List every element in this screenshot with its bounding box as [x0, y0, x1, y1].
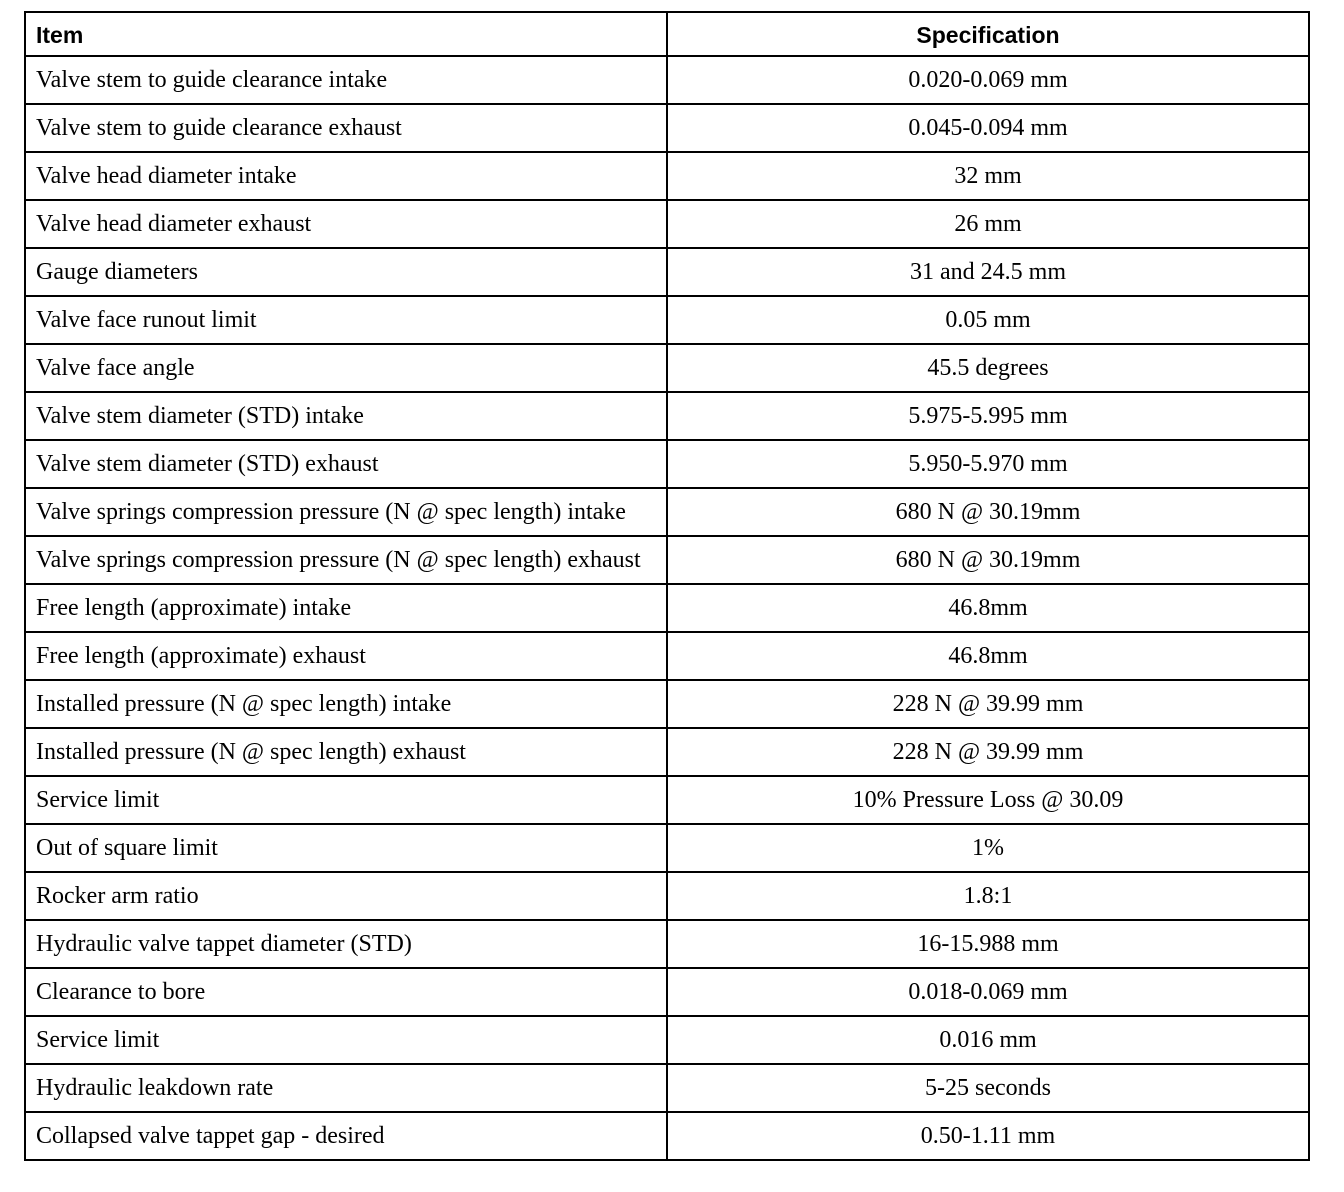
item-cell: Clearance to bore: [25, 968, 667, 1016]
item-cell: Valve springs compression pressure (N @ spec length) intake: [25, 488, 667, 536]
table-row: [25, 632, 1309, 680]
item-cell: Service limit: [25, 1016, 667, 1064]
table-row: [25, 440, 1309, 488]
specification-cell: 1.8:1: [667, 872, 1309, 920]
table-row: [25, 920, 1309, 968]
specification-cell: 0.016 mm: [667, 1016, 1309, 1064]
table-body: [25, 56, 1309, 1160]
item-cell: Free length (approximate) intake: [25, 584, 667, 632]
table-row: [25, 680, 1309, 728]
specification-cell: 5.950-5.970 mm: [667, 440, 1309, 488]
table-row: [25, 824, 1309, 872]
item-cell: Hydraulic leakdown rate: [25, 1064, 667, 1112]
item-cell: Valve head diameter intake: [25, 152, 667, 200]
table-row: [25, 152, 1309, 200]
item-cell: Collapsed valve tappet gap - desired: [25, 1112, 667, 1160]
table-header-row: [25, 12, 1309, 56]
specification-cell: 0.05 mm: [667, 296, 1309, 344]
item-cell: Gauge diameters: [25, 248, 667, 296]
specification-cell: 45.5 degrees: [667, 344, 1309, 392]
specification-cell: 46.8mm: [667, 584, 1309, 632]
item-cell: Service limit: [25, 776, 667, 824]
item-cell: Valve face angle: [25, 344, 667, 392]
item-cell: Installed pressure (N @ spec length) exhaust: [25, 728, 667, 776]
column-header-specification: Specification: [667, 12, 1309, 56]
item-cell: Valve face runout limit: [25, 296, 667, 344]
item-cell: Free length (approximate) exhaust: [25, 632, 667, 680]
table-row: [25, 200, 1309, 248]
table-row: [25, 872, 1309, 920]
table-row: [25, 728, 1309, 776]
item-cell: Out of square limit: [25, 824, 667, 872]
table-row: [25, 104, 1309, 152]
table-row: [25, 392, 1309, 440]
specification-cell: 26 mm: [667, 200, 1309, 248]
specification-cell: 10% Pressure Loss @ 30.09: [667, 776, 1309, 824]
specification-cell: 32 mm: [667, 152, 1309, 200]
item-cell: Valve springs compression pressure (N @ spec length) exhaust: [25, 536, 667, 584]
item-cell: Valve head diameter exhaust: [25, 200, 667, 248]
specification-cell: 5-25 seconds: [667, 1064, 1309, 1112]
specification-cell: 680 N @ 30.19mm: [667, 536, 1309, 584]
table-row: [25, 296, 1309, 344]
item-cell: Valve stem to guide clearance intake: [25, 56, 667, 104]
specification-cell: 46.8mm: [667, 632, 1309, 680]
table-row: [25, 56, 1309, 104]
table-row: [25, 776, 1309, 824]
specification-cell: 228 N @ 39.99 mm: [667, 728, 1309, 776]
table-row: [25, 1064, 1309, 1112]
specification-cell: 0.020-0.069 mm: [667, 56, 1309, 104]
item-cell: Hydraulic valve tappet diameter (STD): [25, 920, 667, 968]
specification-cell: 228 N @ 39.99 mm: [667, 680, 1309, 728]
table-row: [25, 488, 1309, 536]
specification-table: [24, 11, 1310, 1161]
item-cell: Valve stem diameter (STD) exhaust: [25, 440, 667, 488]
item-cell: Valve stem diameter (STD) intake: [25, 392, 667, 440]
item-cell: Installed pressure (N @ spec length) intake: [25, 680, 667, 728]
specification-cell: 0.018-0.069 mm: [667, 968, 1309, 1016]
table-row: [25, 344, 1309, 392]
column-header-item: Item: [25, 12, 667, 56]
specification-cell: 0.50-1.11 mm: [667, 1112, 1309, 1160]
item-cell: Valve stem to guide clearance exhaust: [25, 104, 667, 152]
specification-cell: 31 and 24.5 mm: [667, 248, 1309, 296]
table-row: [25, 1112, 1309, 1160]
specification-cell: 1%: [667, 824, 1309, 872]
table-row: [25, 248, 1309, 296]
table-row: [25, 1016, 1309, 1064]
specification-cell: 680 N @ 30.19mm: [667, 488, 1309, 536]
specification-cell: 16-15.988 mm: [667, 920, 1309, 968]
item-cell: Rocker arm ratio: [25, 872, 667, 920]
table-row: [25, 536, 1309, 584]
specification-cell: 0.045-0.094 mm: [667, 104, 1309, 152]
table-row: [25, 968, 1309, 1016]
table-row: [25, 584, 1309, 632]
specification-cell: 5.975-5.995 mm: [667, 392, 1309, 440]
